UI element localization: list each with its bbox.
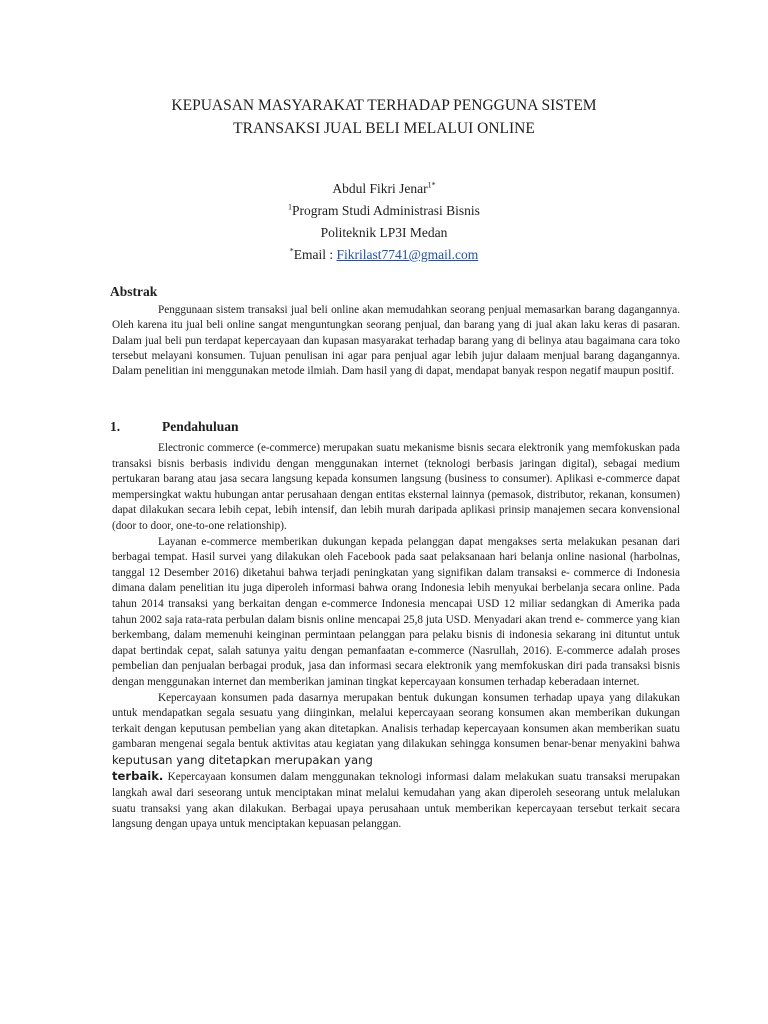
affiliation-superscript: 1 bbox=[288, 202, 293, 212]
title-line-1: KEPUASAN MASYARAKAT TERHADAP PENGGUNA SISTEM bbox=[171, 97, 597, 114]
section-number: 1. bbox=[110, 419, 121, 434]
body-paragraph-3 bbox=[112, 691, 680, 833]
email-superscript: * bbox=[289, 246, 294, 256]
paragraph-3-emphasis: keputusan yang ditetapkan merupakan yang bbox=[112, 752, 373, 767]
section-heading bbox=[110, 419, 239, 435]
author-name: Abdul Fikri Jenar bbox=[332, 181, 428, 196]
email-link[interactable]: Fikrilast7741@gmail.com bbox=[336, 247, 479, 262]
email-label: Email : bbox=[293, 247, 337, 262]
abstract-heading: Abstrak bbox=[110, 284, 158, 299]
abstract-body bbox=[112, 303, 680, 379]
author-name-superscript: 1* bbox=[427, 180, 436, 190]
author-program-line bbox=[180, 200, 588, 222]
author-email-line bbox=[180, 244, 588, 266]
paper-title bbox=[110, 94, 658, 140]
paragraph-3-start: Kepercayaan konsumen pada dasarnya merupakan bentuk dukungan konsumen terhadap upaya yang dilakukan untuk mendapatkan segala sesuatu yang diinginkan, melalui kepercayaan seorang konsumen akan memberikan dukungan terkait dengan keputusan pembelian yang akan ditetapkan. Analisis terhadap kepercayaan konsumen akan memberikan suatu gambaran mengenai segala bentuk aktivitas atau kegiatan yang dilakukan sehingga konsumen benar-benar menyakini bahwa bbox=[112, 691, 680, 751]
author-block bbox=[180, 178, 588, 266]
title-line-2: TRANSAKSI JUAL BELI MELALUI ONLINE bbox=[233, 120, 535, 137]
section-body bbox=[112, 441, 680, 833]
paragraph-3-end: Kepercayaan konsumen dalam menggunakan teknologi informasi dalam melakukan suatu transaksi merupakan langkah awal dari seseorang untuk menciptakan minat melalui kemudahan yang akan diperoleh seseorang untuk melalukan suatu transaksi yang akan dilakukan. Berbagai upaya perusahaan untuk memberikan kepercayaan tersebut terkait secara langsung dengan upaya untuk menciptakan kepuasan pelanggan. bbox=[112, 771, 680, 831]
body-paragraph-2: Layanan e-commerce memberikan dukungan kepada pelanggan dapat mengakses serta melakukan pesanan dari berbagai tempat. Hasil survei yang dilakukan oleh Facebook pada saat pelaksanaan hari belanja online nasional (harbolnas, tanggal 12 Desember 2016) diketahui bahwa terjadi peningkatan yang signifikan dalam transaksi e- commerce di Indonesia dimana dalam penelitian itu juga diperoleh informasi bahwa orang Indonesia lebih menyukai berbelanja secara online. Pada tahun 2014 transaksi yang berkaitan dengan e-commerce Indonesia mencapai USD 12 miliar sedangkan di Amerika pada tahun 2002 saja rata-rata perbulan dalam bisnis online mencapai 25,8 juta USD. Menyadari akan trend e- commerce yang kian berkembang, dalam memenuhi keinginan permintaan pelanggan para pelaku bisnis di indonesia sekarang ini dituntut untuk dapat bertindak cepat, salah satunya yaitu dengan pemanfaatan e-commerce (Nasrullah, 2016). E-commerce adalah proses pembelian dan penjualan berbagai produk, jasa dan informasi secara elektronik yang memfokuskan diri pada transaksi bisnis dengan menggunakan internet dan memberikan jaminan tingkat kepercayaan konsumen terhadap keberadaan internet. bbox=[112, 535, 680, 688]
author-name-line bbox=[180, 178, 588, 200]
paragraph-3-emphasis-bold: terbaik. bbox=[112, 769, 164, 784]
section-title: Pendahuluan bbox=[162, 419, 239, 434]
body-paragraph-1: Electronic commerce (e-commerce) merupakan suatu mekanisme bisnis secara elektronik yang memfokuskan pada transaksi bisnis berbasis individu dengan menggunakan internet (teknologi berbasis jaringan digital), sebagai medium pertukaran barang atau jasa secara langsung kepada konsumen langsung (business to consumer). Aplikasi e-commerce dapat mempersingkat waktu hubungan antar perusahaan dengan entitas eksternal lainnya (pemasok, distributor, rekanan, konsumen) dapat dilakukan secara lebih cepat, lebih intensif, dan lebih murah daripada aplikasi prinsip manajemen secara konvensional (door to door, one-to-one relationship). bbox=[112, 442, 680, 532]
author-institution: Politeknik LP3I Medan bbox=[320, 225, 448, 240]
abstract-paragraph: Penggunaan sistem transaksi jual beli online akan memudahkan seorang penjual memasarkan barang dagangannya. Oleh karena itu jual beli online sangat menguntungkan seorang penjual, dan barang yang di jual akan laku keras di pasaran. Dalam jual beli pun terdapat kepercayaan dan kupasan masyarakat terhadap barang yang di belinya atau bagaimana cara toko tersebut melayani konsumen. Tujuan penulisan ini agar para penjual agar lebih jujur dalaam menjual barang dagangannya. Dalam penelitian ini menggunakan metode ilmiah. Dam hasil yang di dapat, mendapat banyak respon negatif maupun positif. bbox=[112, 304, 680, 378]
author-program: Program Studi Administrasi Bisnis bbox=[292, 203, 480, 218]
